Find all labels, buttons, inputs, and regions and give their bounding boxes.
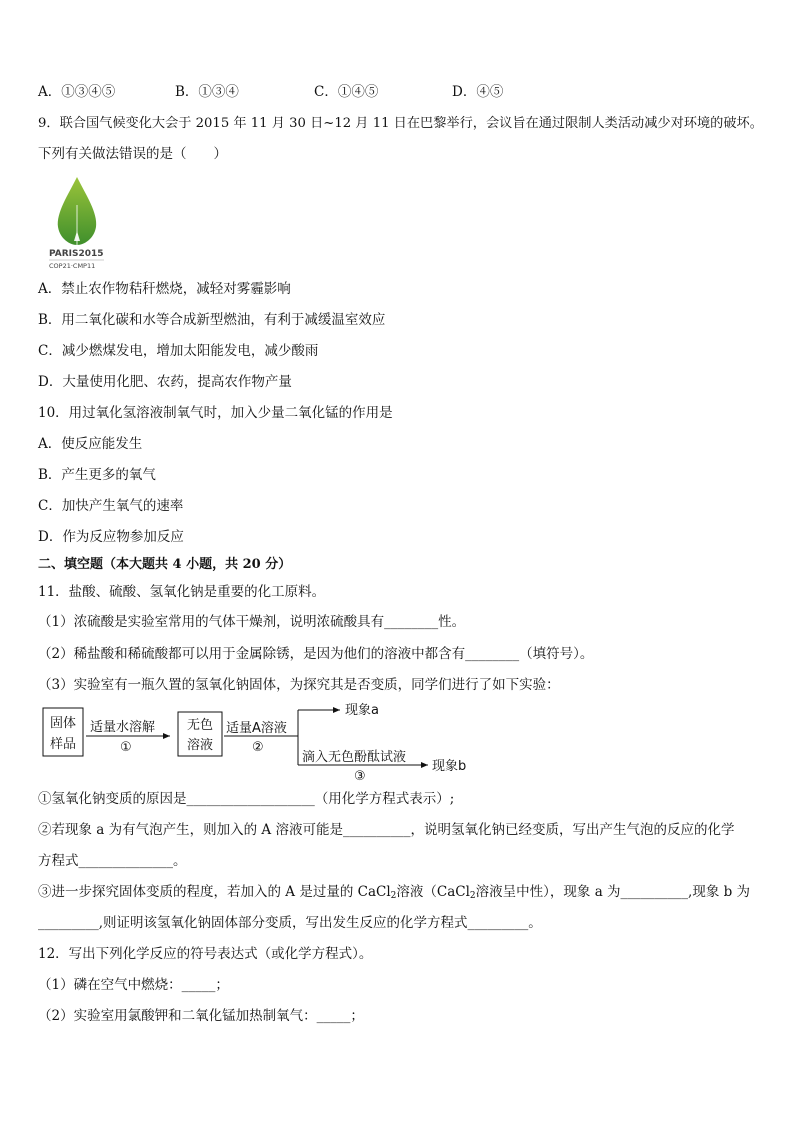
q9-option-a: A．禁止农作物秸秆燃烧，减轻对雾霾影响 [38,281,291,297]
arrow3-label: 滴入无色酚酞试液 [302,750,407,765]
q11-sub2-line1: ②若现象 a 为有气泡产生，则加入的 A 溶液可能是__________，说明氢氧化钠已经变质，写出产生气泡的反应的化学 [38,822,735,838]
q10-option-a: A．使反应能发生 [38,436,143,452]
q9-option-c: C．减少燃煤发电，增加太阳能发电，减少酸雨 [38,343,319,359]
q10-option-b: B．产生更多的氧气 [38,467,156,483]
q11-part1: （1）浓硫酸是实验室常用的气体干燥剂，说明浓硫酸具有________性。 [38,614,466,630]
q8-option-b: B．①③④ [175,84,239,100]
q8-option-c: C．①④⑤ [314,84,379,100]
q9-stem-line2: 下列有关做法错误的是（ ） [38,146,227,162]
q11-part3: （3）实验室有一瓶久置的氢氧化钠固体，为探究其是否变质，同学们进行了如下实验： [38,677,560,693]
q11-stem: 11．盐酸、硫酸、氢氧化钠是重要的化工原料。 [38,584,326,600]
arrow3-number: ③ [354,769,366,782]
q8-option-d: D．④⑤ [452,84,504,100]
q12-part1: （1）磷在空气中燃烧：_____； [38,977,229,993]
arrow3-head-icon [421,762,428,768]
arrow1-head-icon [163,733,170,739]
q9-stem-line1: 9．联合国气候变化大会于 2015 年 11 月 30 日~12 月 11 日在巴黎举行，会议旨在通过限制人类活动减少对环境的破坏。 [38,116,763,131]
q10-stem: 10．用过氧化氢溶液制氧气时，加入少量二氧化锰的作用是 [38,405,393,421]
q10-option-c: C．加快产生氧气的速率 [38,498,184,514]
leaf-logo-icon [46,175,108,271]
section-heading: 二、填空题（本大题共 4 小题，共 20 分） [38,557,292,572]
result-a: 现象a [345,703,379,718]
arrow2-label: 适量A溶液 [226,721,287,736]
q11-part2: （2）稀盐酸和稀硫酸都可以用于金属除锈，是因为他们的溶液中都含有________（填符号）。 [38,646,594,662]
svg-text:COP21·CMP11: COP21·CMP11 [49,262,96,270]
box2-line1: 无色 [187,718,214,733]
q9-option-d: D．大量使用化肥、农药，提高农作物产量 [38,374,292,390]
q11-sub1: ①氢氧化钠变质的原因是___________________（用化学方程式表示）; [38,791,455,807]
paris2015-logo [46,175,108,271]
q12-stem: 12．写出下列化学反应的符号表达式（或化学方程式）。 [38,946,373,962]
arrow-a-head-icon [333,707,340,713]
box1-line2: 样品 [50,737,77,752]
q12-part2: （2）实验室用氯酸钾和二氧化锰加热制氧气：_____； [38,1008,364,1024]
svg-text:PARIS2015: PARIS2015 [49,249,104,259]
arrow2-number: ② [252,740,264,755]
q11-sub2-line2: 方程式______________。 [38,853,187,869]
result-b: 现象b [432,759,467,774]
arrow1-number: ① [120,740,132,755]
q9-option-b: B．用二氧化碳和水等合成新型燃油，有利于减缓温室效应 [38,312,386,328]
q11-sub3-line2: _________,则证明该氢氧化钠固体部分变质，写出发生反应的化学方程式_________。 [38,915,542,931]
q11-sub3-line1: ③进一步探究固体变质的程度，若加入的 A 是过量的 CaCl$_2$溶液（CaCl$_2$溶液呈中性），现象 a 为__________,现象 b 为 [38,884,751,901]
box1-line1: 固体 [50,716,77,731]
q10-option-d: D．作为反应物参加反应 [38,529,184,545]
q8-option-a: A．①③④⑤ [38,84,116,100]
box2-line2: 溶液 [187,738,214,753]
experiment-flow-diagram [38,698,498,782]
arrow1-label: 适量水溶解 [90,720,156,735]
